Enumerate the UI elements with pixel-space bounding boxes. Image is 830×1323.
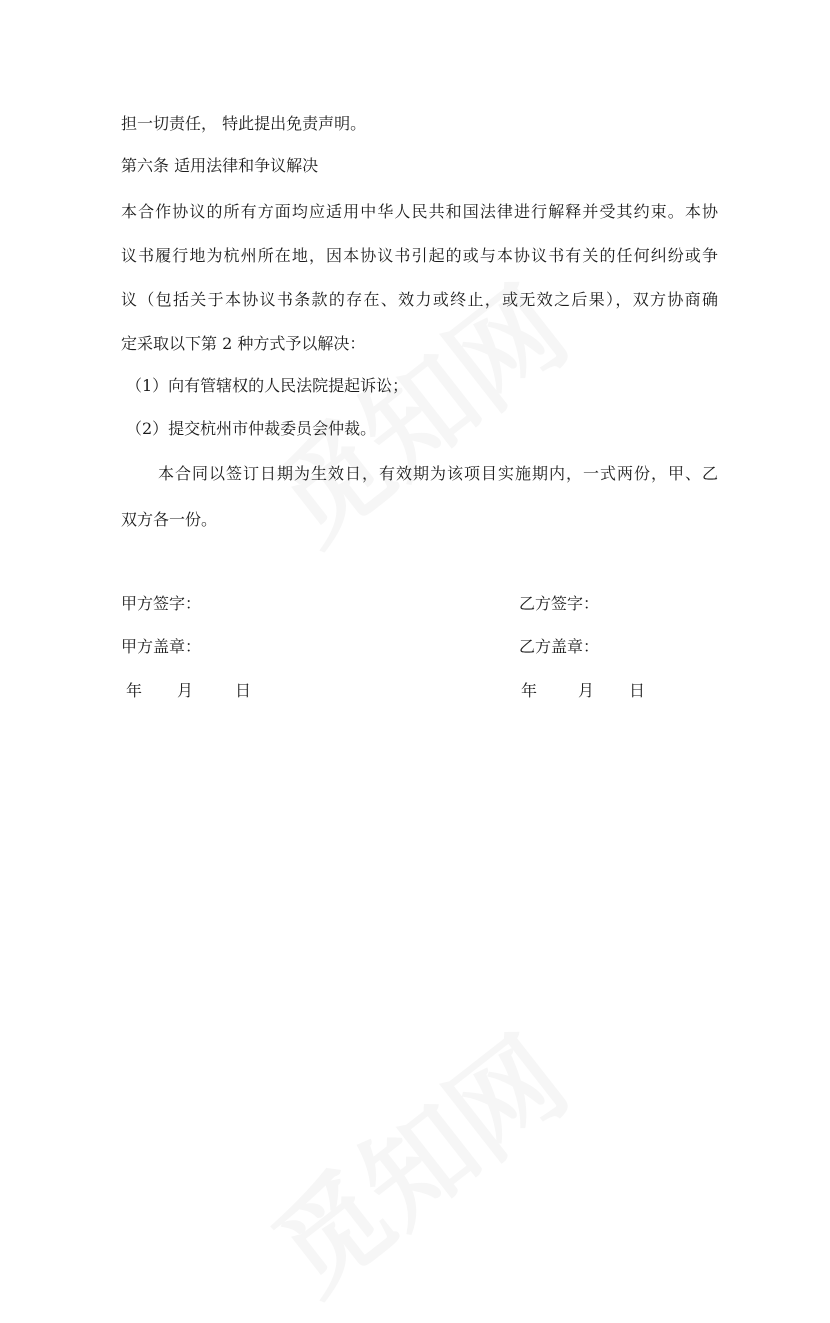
date-year-label: 年 (126, 681, 143, 700)
date-month-label: 月 (177, 681, 194, 700)
party-a-date (126, 680, 251, 702)
party-b-seal-label: 乙方盖章： (519, 637, 600, 656)
paragraph-line: 双方各一份。 (121, 510, 218, 529)
date-day-label: 日 (629, 681, 646, 700)
party-b-signature-label: 乙方签字： (519, 594, 600, 613)
paragraph-line: 担一切责任， 特此提出免责声明。 (121, 114, 367, 133)
section-heading: 第六条 适用法律和争议解决 (121, 156, 319, 175)
list-item: （2）提交杭州市仲裁委员会仲裁。 (126, 419, 377, 438)
party-b-date (521, 680, 645, 702)
paragraph-line: 本合作协议的所有方面均应适用中华人民共和国法律进行解释并受其约束。本协 (121, 202, 718, 221)
paragraph-line: 本合同以签订日期为生效日，有效期为该项目实施期内，一式两份，甲、乙 (158, 464, 718, 483)
list-item: （1）向有管辖权的人民法院提起诉讼； (126, 376, 409, 395)
party-a-seal-label: 甲方盖章： (121, 637, 202, 656)
paragraph-line: 议书履行地为杭州所在地，因本协议书引起的或与本协议书有关的任何纠纷或争 (121, 246, 718, 265)
watermark (236, 995, 593, 1323)
paragraph-line: 定采取以下第 2 种方式予以解决： (121, 334, 366, 353)
party-a-signature-label: 甲方签字： (121, 594, 202, 613)
date-month-label: 月 (578, 681, 595, 700)
date-day-label: 日 (235, 681, 252, 700)
paragraph-line: 议（包括关于本协议书条款的存在、效力或终止，或无效之后果），双方协商确 (121, 290, 718, 309)
date-year-label: 年 (521, 681, 538, 700)
